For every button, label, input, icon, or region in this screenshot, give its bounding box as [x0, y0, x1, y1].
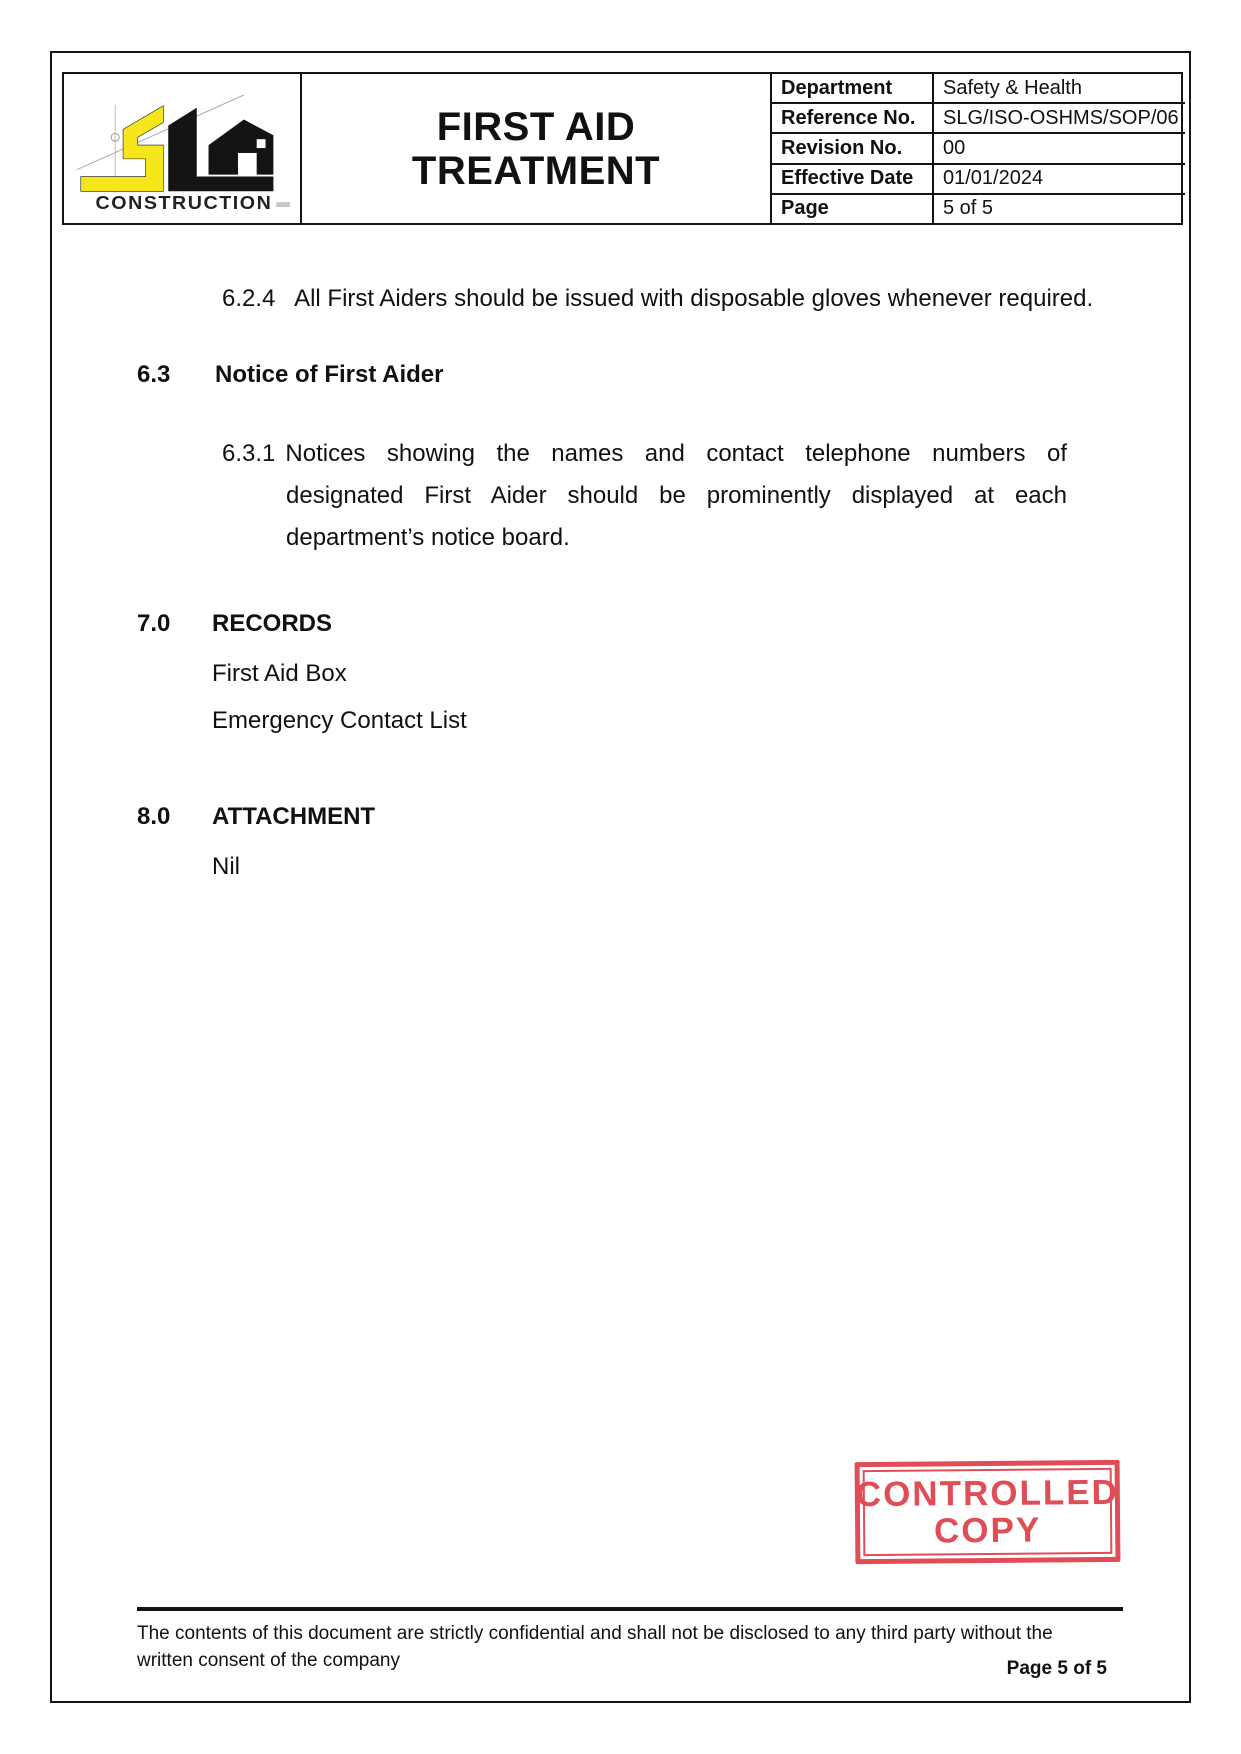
info-value: SLG/ISO-OSHMS/SOP/06 — [943, 106, 1179, 129]
clause-number: 6.2.4 — [222, 285, 276, 312]
clause-6-2-4 — [222, 285, 1093, 313]
title-line-2: TREATMENT — [411, 148, 661, 193]
page-number: Page 5 of 5 — [1006, 1658, 1107, 1679]
info-label: Reference No. — [772, 104, 934, 132]
section-7-0-number: 7.0 — [137, 610, 171, 637]
clause-number: 6.3.1 — [222, 440, 276, 467]
section-7-0-title: RECORDS — [212, 610, 333, 637]
footer-divider — [137, 1607, 1123, 1611]
info-row-department — [772, 74, 1185, 104]
info-value: Safety & Health — [943, 76, 1082, 99]
slg-construction-logo-icon — [69, 83, 295, 219]
logo-cell — [64, 74, 302, 223]
title-line-1: FIRST AID — [436, 104, 636, 149]
section-6-3-title: Notice of First Aider — [215, 361, 444, 388]
info-row-effective-date — [772, 165, 1185, 195]
info-value: 00 — [943, 137, 966, 159]
info-label: Department — [772, 74, 934, 102]
confidentiality-note: The contents of this document are strictly confidential and shall not be disclosed to any third party without the written consent of the company — [137, 1623, 1053, 1671]
info-label: Effective Date — [772, 165, 934, 193]
info-row-revision — [772, 134, 1185, 164]
attachment-item: Nil — [212, 853, 240, 880]
stamp-inner-border — [855, 1468, 1120, 1556]
logo-construction-label: CONSTRUCTION — [95, 191, 273, 213]
records-item: Emergency Contact List — [212, 707, 467, 734]
info-row-reference — [772, 104, 1185, 134]
header-info-table — [772, 74, 1185, 223]
document-title — [302, 74, 772, 223]
info-value: 01/01/2024 — [943, 167, 1044, 190]
stamp-text-line-2: COPY — [933, 1510, 1042, 1551]
info-label: Page — [772, 195, 934, 223]
section-8-0-title: ATTACHMENT — [212, 803, 376, 830]
info-row-page — [772, 195, 1185, 223]
document-header — [62, 72, 1183, 225]
info-label: Revision No. — [772, 134, 934, 162]
section-8-0-number: 8.0 — [137, 803, 171, 830]
controlled-copy-stamp — [855, 1460, 1121, 1564]
section-6-3-number: 6.3 — [137, 361, 171, 388]
clause-text: All First Aiders should be issued with disposable gloves whenever required. — [294, 285, 1094, 312]
stamp-text-line-1: CONTROLLED — [855, 1472, 1120, 1515]
clause-text: Notices showing the names and contact telephone numbers of designated First Aider should be prominently displayed at each department’s notice board. — [285, 440, 1067, 551]
clause-6-3-1 — [222, 433, 1067, 559]
info-value: 5 of 5 — [943, 197, 994, 220]
records-item: First Aid Box — [212, 660, 347, 687]
logo-smallprint — [276, 202, 290, 207]
